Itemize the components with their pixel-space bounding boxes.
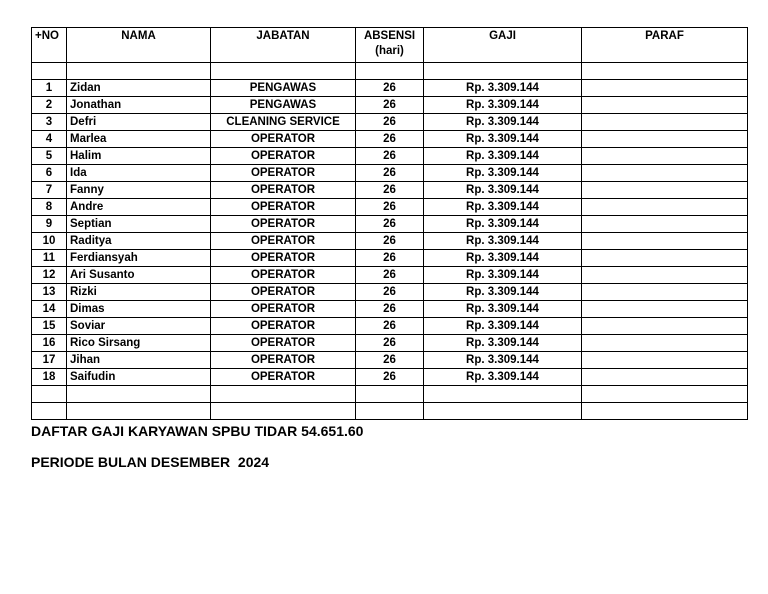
cell-absensi: 26 [356, 318, 424, 335]
cell-no: 6 [32, 165, 67, 182]
cell-nama: Halim [67, 148, 211, 165]
cell-absensi: 26 [356, 165, 424, 182]
cell-nama: Rizki [67, 284, 211, 301]
cell-paraf [582, 369, 748, 386]
cell-absensi: 26 [356, 114, 424, 131]
cell-gaji: Rp. 3.309.144 [424, 80, 582, 97]
table-row [32, 131, 748, 148]
cell-paraf [582, 267, 748, 284]
cell-absensi: 26 [356, 301, 424, 318]
cell-absensi: 26 [356, 199, 424, 216]
cell-jabatan: PENGAWAS [211, 80, 356, 97]
cell-absensi: 26 [356, 335, 424, 352]
cell-nama: Jihan [67, 352, 211, 369]
table-row [32, 216, 748, 233]
table-row [32, 233, 748, 250]
cell-jabatan: OPERATOR [211, 250, 356, 267]
cell-jabatan: CLEANING SERVICE [211, 114, 356, 131]
payroll-sheet [31, 27, 747, 420]
cell-nama: Andre [67, 199, 211, 216]
cell-paraf [582, 165, 748, 182]
cell-paraf [582, 216, 748, 233]
cell-no: 15 [32, 318, 67, 335]
cell-paraf [582, 131, 748, 148]
cell-paraf [582, 318, 748, 335]
cell-gaji: Rp. 3.309.144 [424, 335, 582, 352]
table-row [32, 97, 748, 114]
table-header-row [32, 28, 748, 63]
cell-paraf [582, 250, 748, 267]
cell-jabatan: OPERATOR [211, 165, 356, 182]
cell-paraf [582, 233, 748, 250]
cell-gaji: Rp. 3.309.144 [424, 318, 582, 335]
cell-no: 11 [32, 250, 67, 267]
cell-gaji: Rp. 3.309.144 [424, 199, 582, 216]
header-jabatan: JABATAN [211, 28, 356, 63]
cell-gaji: Rp. 3.309.144 [424, 250, 582, 267]
cell-nama: Rico Sirsang [67, 335, 211, 352]
cell-paraf [582, 284, 748, 301]
header-absensi [356, 28, 424, 63]
cell-no: 17 [32, 352, 67, 369]
document-period: PERIODE BULAN DESEMBER 2024 [31, 454, 270, 470]
cell-absensi: 26 [356, 250, 424, 267]
cell-jabatan: OPERATOR [211, 284, 356, 301]
cell-nama: Jonathan [67, 97, 211, 114]
cell-nama: Ferdiansyah [67, 250, 211, 267]
cell-gaji: Rp. 3.309.144 [424, 131, 582, 148]
cell-paraf [582, 148, 748, 165]
cell-gaji: Rp. 3.309.144 [424, 114, 582, 131]
cell-jabatan: OPERATOR [211, 216, 356, 233]
table-row [32, 199, 748, 216]
cell-nama: Marlea [67, 131, 211, 148]
cell-jabatan: OPERATOR [211, 182, 356, 199]
table-row [32, 369, 748, 386]
table-row [32, 182, 748, 199]
table-row [32, 80, 748, 97]
cell-jabatan: OPERATOR [211, 148, 356, 165]
cell-absensi: 26 [356, 352, 424, 369]
cell-no: 2 [32, 97, 67, 114]
cell-jabatan: OPERATOR [211, 199, 356, 216]
cell-absensi: 26 [356, 369, 424, 386]
header-absensi-unit: (hari) [375, 45, 404, 57]
blank-row-bottom [32, 403, 748, 420]
cell-jabatan: OPERATOR [211, 335, 356, 352]
cell-no: 7 [32, 182, 67, 199]
cell-gaji: Rp. 3.309.144 [424, 165, 582, 182]
payroll-table [31, 27, 748, 420]
cell-paraf [582, 199, 748, 216]
cell-nama: Ida [67, 165, 211, 182]
cell-gaji: Rp. 3.309.144 [424, 369, 582, 386]
cell-gaji: Rp. 3.309.144 [424, 301, 582, 318]
cell-jabatan: OPERATOR [211, 318, 356, 335]
cell-no: 18 [32, 369, 67, 386]
cell-no: 4 [32, 131, 67, 148]
cell-no: 3 [32, 114, 67, 131]
table-row [32, 318, 748, 335]
cell-no: 5 [32, 148, 67, 165]
cell-absensi: 26 [356, 267, 424, 284]
cell-gaji: Rp. 3.309.144 [424, 352, 582, 369]
cell-jabatan: OPERATOR [211, 131, 356, 148]
cell-gaji: Rp. 3.309.144 [424, 216, 582, 233]
cell-no: 12 [32, 267, 67, 284]
cell-paraf [582, 335, 748, 352]
blank-row-bottom [32, 386, 748, 403]
blank-row-top [32, 63, 748, 80]
cell-nama: Saifudin [67, 369, 211, 386]
header-paraf: PARAF [582, 28, 748, 63]
cell-absensi: 26 [356, 233, 424, 250]
cell-jabatan: OPERATOR [211, 267, 356, 284]
header-gaji: GAJI [424, 28, 582, 63]
cell-no: 16 [32, 335, 67, 352]
cell-nama: Raditya [67, 233, 211, 250]
table-row [32, 148, 748, 165]
cell-paraf [582, 301, 748, 318]
cell-no: 14 [32, 301, 67, 318]
cell-no: 9 [32, 216, 67, 233]
cell-absensi: 26 [356, 131, 424, 148]
table-row [32, 165, 748, 182]
cell-jabatan: OPERATOR [211, 369, 356, 386]
cell-absensi: 26 [356, 97, 424, 114]
cell-nama: Soviar [67, 318, 211, 335]
cell-gaji: Rp. 3.309.144 [424, 267, 582, 284]
cell-nama: Ari Susanto [67, 267, 211, 284]
cell-paraf [582, 182, 748, 199]
table-row [32, 250, 748, 267]
cell-absensi: 26 [356, 182, 424, 199]
cell-jabatan: OPERATOR [211, 352, 356, 369]
cell-absensi: 26 [356, 80, 424, 97]
table-row [32, 352, 748, 369]
cell-paraf [582, 114, 748, 131]
cell-gaji: Rp. 3.309.144 [424, 182, 582, 199]
cell-jabatan: OPERATOR [211, 233, 356, 250]
table-row [32, 301, 748, 318]
cell-paraf [582, 352, 748, 369]
cell-no: 8 [32, 199, 67, 216]
cell-paraf [582, 97, 748, 114]
cell-nama: Fanny [67, 182, 211, 199]
cell-no: 1 [32, 80, 67, 97]
header-nama: NAMA [67, 28, 211, 63]
table-row [32, 267, 748, 284]
cell-gaji: Rp. 3.309.144 [424, 148, 582, 165]
header-no: +NO [32, 28, 67, 63]
cell-jabatan: PENGAWAS [211, 97, 356, 114]
table-row [32, 284, 748, 301]
cell-gaji: Rp. 3.309.144 [424, 284, 582, 301]
cell-jabatan: OPERATOR [211, 301, 356, 318]
cell-nama: Defri [67, 114, 211, 131]
cell-gaji: Rp. 3.309.144 [424, 97, 582, 114]
cell-nama: Septian [67, 216, 211, 233]
cell-no: 10 [32, 233, 67, 250]
table-row [32, 114, 748, 131]
cell-no: 13 [32, 284, 67, 301]
cell-nama: Dimas [67, 301, 211, 318]
cell-absensi: 26 [356, 148, 424, 165]
cell-nama: Zidan [67, 80, 211, 97]
cell-paraf [582, 80, 748, 97]
cell-gaji: Rp. 3.309.144 [424, 233, 582, 250]
table-row [32, 335, 748, 352]
document-title: DAFTAR GAJI KARYAWAN SPBU TIDAR 54.651.60 [31, 423, 364, 439]
header-absensi-label: ABSENSI [363, 30, 416, 42]
cell-absensi: 26 [356, 216, 424, 233]
cell-absensi: 26 [356, 284, 424, 301]
